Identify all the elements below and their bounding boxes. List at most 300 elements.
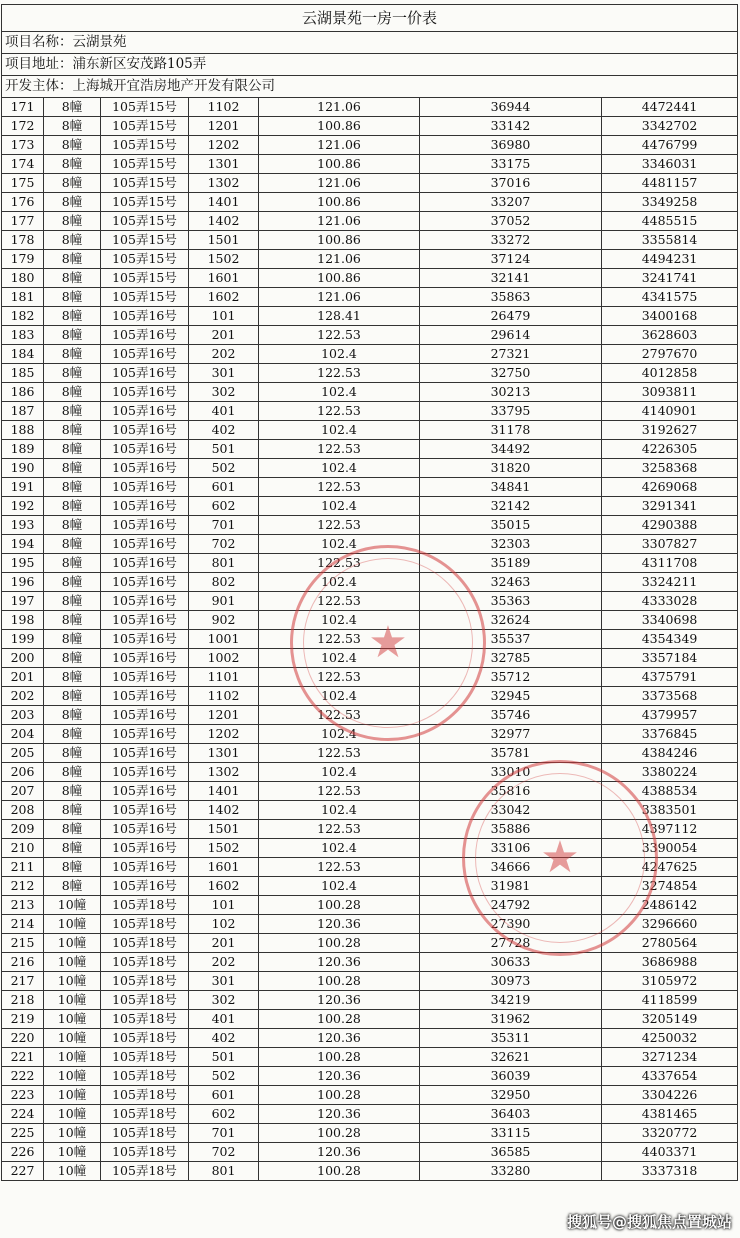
table-row (2, 117, 738, 136)
table-cell: 105弄16号 (101, 478, 189, 497)
table-cell: 100.28 (259, 896, 420, 915)
table-cell: 35363 (420, 592, 602, 611)
table-cell: 35015 (420, 516, 602, 535)
table-cell: 171 (2, 98, 44, 117)
table-cell: 181 (2, 288, 44, 307)
table-cell: 8幢 (44, 383, 101, 402)
table-cell: 100.86 (259, 193, 420, 212)
table-cell: 101 (189, 896, 259, 915)
table-cell: 32977 (420, 725, 602, 744)
table-row (2, 611, 738, 630)
table-cell: 105弄18号 (101, 1010, 189, 1029)
table-row (2, 1086, 738, 1105)
table-cell: 214 (2, 915, 44, 934)
table-cell: 35311 (420, 1029, 602, 1048)
table-cell: 8幢 (44, 725, 101, 744)
table-cell: 502 (189, 1067, 259, 1086)
table-row (2, 763, 738, 782)
table-cell: 203 (2, 706, 44, 725)
table-cell: 222 (2, 1067, 44, 1086)
table-cell: 120.36 (259, 953, 420, 972)
table-cell: 701 (189, 1124, 259, 1143)
table-cell: 105弄16号 (101, 440, 189, 459)
table-cell: 8幢 (44, 687, 101, 706)
table-cell: 35746 (420, 706, 602, 725)
table-cell: 10幢 (44, 1124, 101, 1143)
table-cell: 105弄15号 (101, 231, 189, 250)
table-cell: 122.53 (259, 744, 420, 763)
table-row (2, 991, 738, 1010)
table-cell: 121.06 (259, 174, 420, 193)
table-cell: 35537 (420, 630, 602, 649)
table-cell: 8幢 (44, 763, 101, 782)
table-cell: 210 (2, 839, 44, 858)
table-cell: 183 (2, 326, 44, 345)
table-cell: 201 (2, 668, 44, 687)
table-cell: 191 (2, 478, 44, 497)
table-row (2, 155, 738, 174)
table-cell: 105弄18号 (101, 1105, 189, 1124)
table-cell: 35886 (420, 820, 602, 839)
table-cell: 8幢 (44, 497, 101, 516)
table-cell: 8幢 (44, 554, 101, 573)
table-cell: 33142 (420, 117, 602, 136)
table-cell: 122.53 (259, 858, 420, 877)
table-cell: 102.4 (259, 725, 420, 744)
table-cell: 3320772 (602, 1124, 738, 1143)
table-cell: 105弄18号 (101, 1162, 189, 1181)
table-row (2, 706, 738, 725)
table-cell: 105弄18号 (101, 991, 189, 1010)
table-cell: 190 (2, 459, 44, 478)
table-row (2, 497, 738, 516)
table-row (2, 364, 738, 383)
table-cell: 105弄16号 (101, 763, 189, 782)
table-cell: 1201 (189, 117, 259, 136)
table-cell: 4381465 (602, 1105, 738, 1124)
table-cell: 105弄15号 (101, 288, 189, 307)
table-cell: 128.41 (259, 307, 420, 326)
table-row (2, 801, 738, 820)
developer: 开发主体：上海城开宜浩房地产开发有限公司 (2, 76, 738, 98)
table-cell: 102.4 (259, 611, 420, 630)
table-cell: 32463 (420, 573, 602, 592)
table-cell: 29614 (420, 326, 602, 345)
table-row (2, 383, 738, 402)
table-cell: 1301 (189, 744, 259, 763)
table-cell: 105弄16号 (101, 364, 189, 383)
table-cell: 4337654 (602, 1067, 738, 1086)
table-cell: 4269068 (602, 478, 738, 497)
table-cell: 402 (189, 421, 259, 440)
table-row (2, 478, 738, 497)
table-cell: 27390 (420, 915, 602, 934)
table-cell: 4354349 (602, 630, 738, 649)
price-table (1, 4, 738, 1181)
table-cell: 8幢 (44, 839, 101, 858)
table-cell: 105弄16号 (101, 611, 189, 630)
table-cell: 8幢 (44, 98, 101, 117)
table-cell: 200 (2, 649, 44, 668)
table-cell: 102.4 (259, 459, 420, 478)
table-cell: 8幢 (44, 744, 101, 763)
table-cell: 8幢 (44, 421, 101, 440)
table-cell: 8幢 (44, 535, 101, 554)
table-cell: 192 (2, 497, 44, 516)
table-cell: 802 (189, 573, 259, 592)
table-cell: 218 (2, 991, 44, 1010)
table-cell: 102 (189, 915, 259, 934)
table-cell: 901 (189, 592, 259, 611)
table-cell: 1101 (189, 668, 259, 687)
table-cell: 3192627 (602, 421, 738, 440)
table-row (2, 212, 738, 231)
table-row (2, 1010, 738, 1029)
table-cell: 4140901 (602, 402, 738, 421)
table-cell: 502 (189, 459, 259, 478)
table-row (2, 136, 738, 155)
table-cell: 173 (2, 136, 44, 155)
table-cell: 4341575 (602, 288, 738, 307)
table-cell: 122.53 (259, 440, 420, 459)
table-cell: 501 (189, 1048, 259, 1067)
table-cell: 105弄15号 (101, 174, 189, 193)
table-row (2, 915, 738, 934)
table-cell: 1501 (189, 231, 259, 250)
table-cell: 102.4 (259, 763, 420, 782)
table-cell: 36585 (420, 1143, 602, 1162)
table-row (2, 1105, 738, 1124)
table-cell: 102.4 (259, 573, 420, 592)
table-cell: 206 (2, 763, 44, 782)
table-cell: 121.06 (259, 288, 420, 307)
table-cell: 3258368 (602, 459, 738, 478)
table-cell: 105弄18号 (101, 1086, 189, 1105)
table-cell: 105弄16号 (101, 725, 189, 744)
table-cell: 8幢 (44, 174, 101, 193)
table-row (2, 1067, 738, 1086)
table-cell: 3390054 (602, 839, 738, 858)
table-row (2, 630, 738, 649)
table-cell: 8幢 (44, 136, 101, 155)
table-cell: 1402 (189, 801, 259, 820)
table-cell: 1202 (189, 136, 259, 155)
table-cell: 33272 (420, 231, 602, 250)
table-cell: 401 (189, 1010, 259, 1029)
table-cell: 105弄18号 (101, 972, 189, 991)
company-seal-2: ★ (462, 760, 658, 956)
table-cell: 102.4 (259, 497, 420, 516)
table-row (2, 421, 738, 440)
table-cell: 105弄15号 (101, 250, 189, 269)
table-cell: 4384246 (602, 744, 738, 763)
table-row (2, 668, 738, 687)
table-row (2, 402, 738, 421)
table-cell: 10幢 (44, 1143, 101, 1162)
table-row (2, 896, 738, 915)
table-cell: 100.86 (259, 155, 420, 174)
table-row (2, 782, 738, 801)
table-cell: 121.06 (259, 250, 420, 269)
table-row (2, 649, 738, 668)
table-cell: 3304226 (602, 1086, 738, 1105)
table-cell: 225 (2, 1124, 44, 1143)
table-cell: 602 (189, 497, 259, 516)
table-cell: 105弄18号 (101, 1067, 189, 1086)
table-cell: 36980 (420, 136, 602, 155)
table-cell: 24792 (420, 896, 602, 915)
table-cell: 105弄16号 (101, 573, 189, 592)
table-cell: 226 (2, 1143, 44, 1162)
table-row (2, 174, 738, 193)
table-cell: 180 (2, 269, 44, 288)
table-cell: 30633 (420, 953, 602, 972)
table-cell: 34666 (420, 858, 602, 877)
table-cell: 205 (2, 744, 44, 763)
table-cell: 3373568 (602, 687, 738, 706)
table-cell: 227 (2, 1162, 44, 1181)
company-seal-1: ★ (290, 545, 486, 741)
table-cell: 8幢 (44, 440, 101, 459)
table-cell: 301 (189, 972, 259, 991)
table-cell: 402 (189, 1029, 259, 1048)
table-cell: 105弄16号 (101, 402, 189, 421)
table-cell: 105弄16号 (101, 535, 189, 554)
table-cell: 8幢 (44, 212, 101, 231)
table-cell: 8幢 (44, 668, 101, 687)
table-cell: 105弄16号 (101, 554, 189, 573)
table-cell: 102.4 (259, 687, 420, 706)
table-cell: 8幢 (44, 820, 101, 839)
table-cell: 122.53 (259, 668, 420, 687)
table-cell: 122.53 (259, 364, 420, 383)
table-cell: 10幢 (44, 991, 101, 1010)
table-cell: 122.53 (259, 706, 420, 725)
table-cell: 122.53 (259, 592, 420, 611)
table-cell: 8幢 (44, 592, 101, 611)
table-cell: 4333028 (602, 592, 738, 611)
table-cell: 8幢 (44, 307, 101, 326)
table-cell: 100.28 (259, 972, 420, 991)
table-cell: 102.4 (259, 421, 420, 440)
table-cell: 2797670 (602, 345, 738, 364)
table-cell: 105弄16号 (101, 839, 189, 858)
table-cell: 3093811 (602, 383, 738, 402)
table-cell: 105弄16号 (101, 649, 189, 668)
table-cell: 36944 (420, 98, 602, 117)
table-row (2, 592, 738, 611)
table-cell: 35781 (420, 744, 602, 763)
table-cell: 105弄18号 (101, 1048, 189, 1067)
table-cell: 223 (2, 1086, 44, 1105)
table-cell: 1402 (189, 212, 259, 231)
table-row (2, 820, 738, 839)
table-cell: 105弄18号 (101, 934, 189, 953)
table-cell: 8幢 (44, 516, 101, 535)
table-cell: 33106 (420, 839, 602, 858)
table-cell: 120.36 (259, 991, 420, 1010)
table-cell: 34492 (420, 440, 602, 459)
table-cell: 1302 (189, 174, 259, 193)
table-cell: 100.86 (259, 231, 420, 250)
table-cell: 32303 (420, 535, 602, 554)
table-cell: 175 (2, 174, 44, 193)
table-cell: 105弄16号 (101, 706, 189, 725)
table-cell: 105弄15号 (101, 98, 189, 117)
table-cell: 202 (189, 953, 259, 972)
table-cell: 8幢 (44, 706, 101, 725)
table-cell: 105弄16号 (101, 877, 189, 896)
table-row (2, 839, 738, 858)
table-cell: 187 (2, 402, 44, 421)
table-body (2, 98, 738, 1181)
table-cell: 216 (2, 953, 44, 972)
table-cell: 193 (2, 516, 44, 535)
table-cell: 3340698 (602, 611, 738, 630)
table-cell: 4472441 (602, 98, 738, 117)
table-cell: 105弄18号 (101, 896, 189, 915)
table-cell: 105弄18号 (101, 1029, 189, 1048)
table-cell: 36039 (420, 1067, 602, 1086)
table-cell: 31981 (420, 877, 602, 896)
table-cell: 3274854 (602, 877, 738, 896)
table-cell: 201 (189, 326, 259, 345)
table-cell: 34219 (420, 991, 602, 1010)
table-row (2, 554, 738, 573)
table-cell: 105弄16号 (101, 383, 189, 402)
table-cell: 1202 (189, 725, 259, 744)
table-cell: 199 (2, 630, 44, 649)
table-cell: 122.53 (259, 630, 420, 649)
table-cell: 8幢 (44, 459, 101, 478)
table-cell: 185 (2, 364, 44, 383)
table-cell: 30973 (420, 972, 602, 991)
table-cell: 3349258 (602, 193, 738, 212)
table-row (2, 288, 738, 307)
table-cell: 101 (189, 307, 259, 326)
table-title: 云湖景苑一房一价表 (2, 5, 738, 32)
table-cell: 32624 (420, 611, 602, 630)
table-cell: 105弄16号 (101, 459, 189, 478)
table-cell: 4311708 (602, 554, 738, 573)
table-cell: 189 (2, 440, 44, 459)
table-cell: 100.28 (259, 1048, 420, 1067)
table-cell: 178 (2, 231, 44, 250)
table-cell: 4494231 (602, 250, 738, 269)
table-cell: 1401 (189, 193, 259, 212)
table-cell: 35863 (420, 288, 602, 307)
table-cell: 8幢 (44, 782, 101, 801)
table-cell: 35189 (420, 554, 602, 573)
table-cell: 10幢 (44, 896, 101, 915)
table-cell: 3346031 (602, 155, 738, 174)
table-cell: 122.53 (259, 326, 420, 345)
table-cell: 32945 (420, 687, 602, 706)
table-cell: 3686988 (602, 953, 738, 972)
table-cell: 10幢 (44, 1067, 101, 1086)
table-cell: 4476799 (602, 136, 738, 155)
table-cell: 220 (2, 1029, 44, 1048)
table-cell: 215 (2, 934, 44, 953)
table-cell: 1502 (189, 839, 259, 858)
table-cell: 211 (2, 858, 44, 877)
table-cell: 3628603 (602, 326, 738, 345)
table-cell: 701 (189, 516, 259, 535)
table-cell: 105弄16号 (101, 307, 189, 326)
table-cell: 195 (2, 554, 44, 573)
table-cell: 102.4 (259, 877, 420, 896)
table-row (2, 725, 738, 744)
table-cell: 10幢 (44, 953, 101, 972)
table-cell: 4290388 (602, 516, 738, 535)
table-cell: 3383501 (602, 801, 738, 820)
table-cell: 10幢 (44, 1105, 101, 1124)
table-cell: 8幢 (44, 364, 101, 383)
table-cell: 8幢 (44, 877, 101, 896)
table-cell: 10幢 (44, 1048, 101, 1067)
table-cell: 401 (189, 402, 259, 421)
table-cell: 301 (189, 364, 259, 383)
table-cell: 32785 (420, 649, 602, 668)
table-cell: 122.53 (259, 782, 420, 801)
table-cell: 8幢 (44, 801, 101, 820)
table-cell: 4118599 (602, 991, 738, 1010)
table-cell: 3380224 (602, 763, 738, 782)
table-cell: 202 (189, 345, 259, 364)
table-row (2, 1143, 738, 1162)
table-cell: 4403371 (602, 1143, 738, 1162)
table-cell: 122.53 (259, 478, 420, 497)
table-cell: 601 (189, 1086, 259, 1105)
table-cell: 27321 (420, 345, 602, 364)
table-cell: 1002 (189, 649, 259, 668)
table-cell: 8幢 (44, 288, 101, 307)
table-cell: 1501 (189, 820, 259, 839)
table-cell: 102.4 (259, 535, 420, 554)
table-cell: 27728 (420, 934, 602, 953)
table-cell: 1502 (189, 250, 259, 269)
table-cell: 37124 (420, 250, 602, 269)
table-cell: 201 (189, 934, 259, 953)
table-cell: 1401 (189, 782, 259, 801)
table-row (2, 877, 738, 896)
table-row (2, 193, 738, 212)
table-cell: 221 (2, 1048, 44, 1067)
table-cell: 31820 (420, 459, 602, 478)
table-cell: 37052 (420, 212, 602, 231)
table-cell: 100.28 (259, 1124, 420, 1143)
table-cell: 33280 (420, 1162, 602, 1181)
table-cell: 100.28 (259, 1162, 420, 1181)
table-cell: 105弄16号 (101, 630, 189, 649)
table-cell: 105弄16号 (101, 592, 189, 611)
watermark: 搜狐号@搜狐焦点置城站 (566, 1213, 732, 1231)
table-cell: 602 (189, 1105, 259, 1124)
table-cell: 3241741 (602, 269, 738, 288)
table-cell: 4250032 (602, 1029, 738, 1048)
table-cell: 105弄16号 (101, 744, 189, 763)
table-cell: 105弄15号 (101, 212, 189, 231)
table-cell: 8幢 (44, 231, 101, 250)
table-cell: 102.4 (259, 839, 420, 858)
table-cell: 172 (2, 117, 44, 136)
table-cell: 121.06 (259, 98, 420, 117)
table-row (2, 1048, 738, 1067)
table-cell: 702 (189, 535, 259, 554)
project-name: 项目名称：云湖景苑 (2, 32, 738, 54)
table-cell: 105弄16号 (101, 421, 189, 440)
table-cell: 3342702 (602, 117, 738, 136)
